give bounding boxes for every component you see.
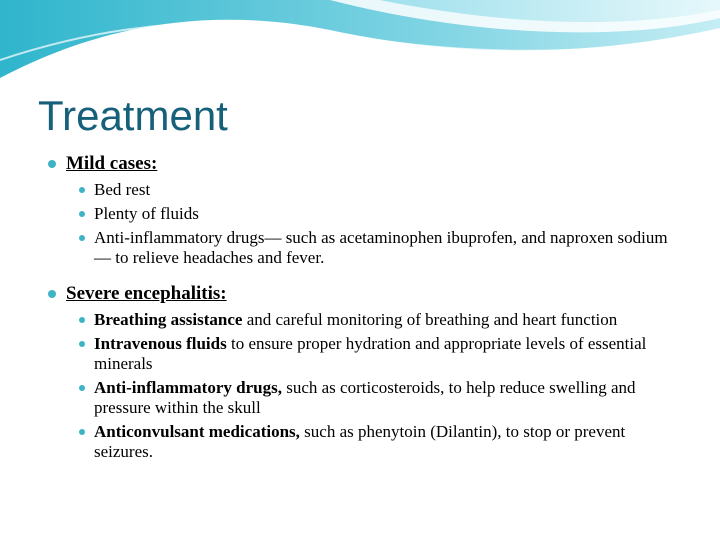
section-list [46, 152, 686, 462]
list-item: Anticonvulsant medications, such as phenytoin (Dilantin), to stop or prevent seizures. [66, 422, 686, 462]
list-item: Plenty of fluids [66, 204, 686, 224]
bullet-icon [48, 160, 56, 168]
bullet-icon [79, 211, 85, 217]
section-heading: Severe encephalitis: [66, 283, 227, 304]
list-item: Bed rest [66, 180, 686, 200]
bullet-icon [48, 290, 56, 298]
bullet-icon [79, 235, 85, 241]
bullet-icon [79, 385, 85, 391]
slide-title: Treatment [38, 92, 228, 139]
header-wave-decoration [0, 0, 720, 90]
list-item: Breathing assistance and careful monitoring of breathing and heart function [66, 310, 686, 330]
item-list [66, 310, 686, 462]
slide-content [46, 152, 686, 462]
bullet-icon [79, 341, 85, 347]
bullet-icon [79, 317, 85, 323]
section-heading: Mild cases: [66, 153, 158, 174]
item-list [66, 180, 686, 268]
list-item: Intravenous fluids to ensure proper hydration and appropriate levels of essential minerals [66, 334, 686, 374]
section-mild-cases [46, 152, 686, 268]
list-item: Anti-inflammatory drugs— such as acetaminophen ibuprofen, and naproxen sodium — to relieve headaches and fever. [66, 228, 686, 268]
bullet-icon [79, 429, 85, 435]
list-item: Anti-inflammatory drugs, such as corticosteroids, to help reduce swelling and pressure within the skull [66, 378, 686, 418]
bullet-icon [79, 187, 85, 193]
section-severe-encephalitis [46, 282, 686, 462]
